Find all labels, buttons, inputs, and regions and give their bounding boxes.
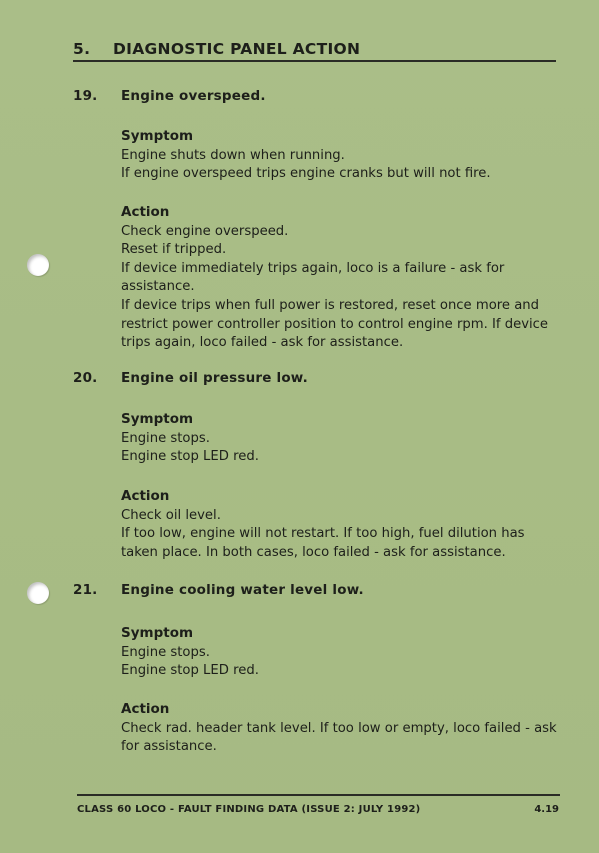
item-number: 19. xyxy=(73,88,98,104)
header-rule xyxy=(73,60,556,62)
item-title: Engine cooling water level low. xyxy=(121,582,364,598)
action-line: Check rad. header tank level. If too low or empty, loco failed - ask for assistance. xyxy=(121,720,557,755)
symptom-block xyxy=(121,624,561,681)
item-heading xyxy=(73,88,266,104)
action-line: If device trips when full power is restored, reset once more and restrict power controller position to control engine rpm. If device trips again, loco failed - ask for assistance. xyxy=(121,297,549,351)
action-label: Action xyxy=(121,701,170,717)
action-line: If too low, engine will not restart. If too high, fuel dilution has taken place. In both cases, loco failed - ask for assistance. xyxy=(121,526,525,560)
page-number: 4.19 xyxy=(534,804,559,815)
action-line: Check oil level. xyxy=(121,507,221,523)
footer-rule xyxy=(77,794,560,796)
symptom-line: Engine stops. xyxy=(121,430,210,446)
section-title: DIAGNOSTIC PANEL ACTION xyxy=(113,40,361,58)
item-number: 20. xyxy=(73,370,98,386)
binder-hole xyxy=(27,254,49,276)
symptom-label: Symptom xyxy=(121,625,194,641)
action-label: Action xyxy=(121,488,170,504)
action-block xyxy=(121,700,561,757)
section-number: 5. xyxy=(73,40,91,58)
symptom-line: Engine stop LED red. xyxy=(121,449,259,465)
symptom-line: Engine stops. xyxy=(121,644,210,660)
symptom-line: If engine overspeed trips engine cranks but will not fire. xyxy=(121,166,491,182)
action-block xyxy=(121,487,561,562)
symptom-line: Engine stop LED red. xyxy=(121,663,259,679)
symptom-block xyxy=(121,410,561,467)
item-heading xyxy=(73,370,308,386)
action-label: Action xyxy=(121,204,170,220)
action-block xyxy=(121,203,561,353)
action-line: Reset if tripped. xyxy=(121,242,227,258)
item-number: 21. xyxy=(73,582,98,598)
symptom-line: Engine shuts down when running. xyxy=(121,147,345,163)
section-heading xyxy=(73,40,360,58)
item-heading xyxy=(73,582,364,598)
symptom-label: Symptom xyxy=(121,411,194,427)
footer-document-title: CLASS 60 LOCO - FAULT FINDING DATA (ISSUE 2: JULY 1992) xyxy=(77,804,421,815)
symptom-block xyxy=(121,127,561,184)
binder-hole xyxy=(27,582,49,604)
action-line: If device immediately trips again, loco is a failure - ask for assistance. xyxy=(121,260,505,295)
item-title: Engine oil pressure low. xyxy=(121,370,308,386)
action-line: Check engine overspeed. xyxy=(121,223,289,239)
symptom-label: Symptom xyxy=(121,128,194,144)
item-title: Engine overspeed. xyxy=(121,88,266,104)
